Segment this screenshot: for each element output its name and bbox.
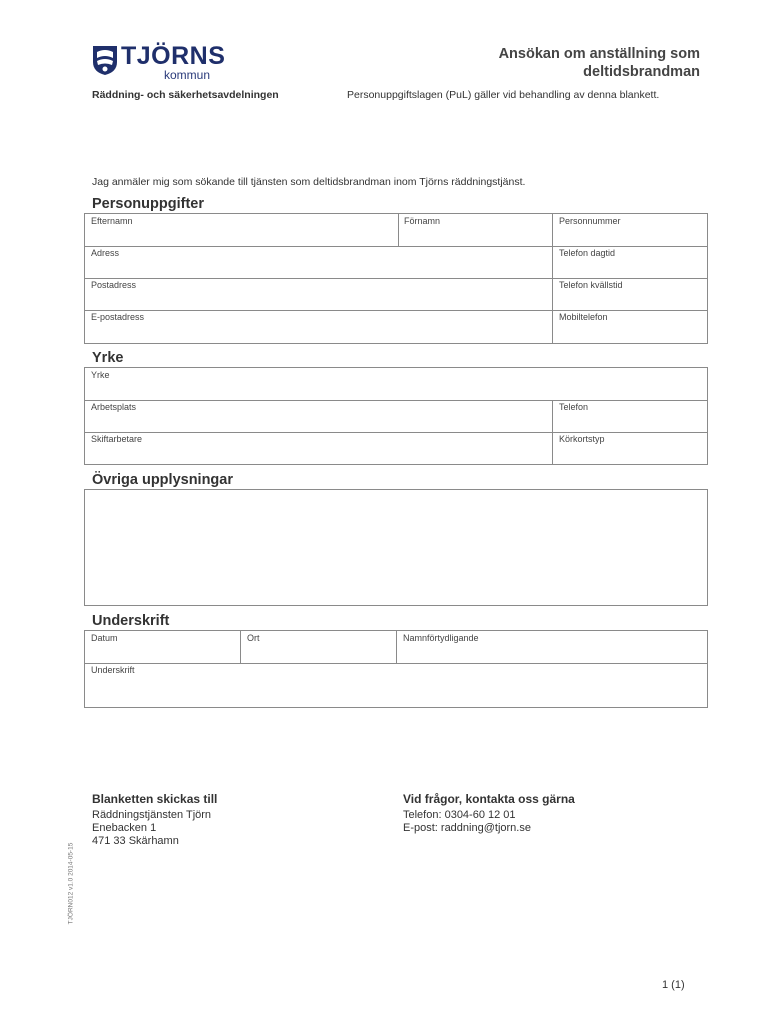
page-number: 1 (1)	[662, 979, 685, 991]
section-heading-yrke: Yrke	[92, 350, 124, 366]
row-divider	[85, 246, 707, 247]
underskrift-field[interactable]: Underskrift	[91, 665, 135, 675]
personal-info-table	[84, 213, 708, 344]
telefon-kvallstid-field[interactable]: Telefon kvällstid	[559, 280, 623, 290]
contact-heading: Vid frågor, kontakta oss gärna	[403, 792, 575, 806]
department-name: Räddning- och säkerhetsavdelningen	[92, 89, 279, 101]
row-divider	[85, 663, 707, 664]
postadress-field[interactable]: Postadress	[91, 280, 137, 290]
arbetsplats-field[interactable]: Arbetsplats	[91, 402, 137, 412]
contact-email: E-post: raddning@tjorn.se	[403, 822, 531, 834]
epost-field[interactable]: E-postadress	[91, 312, 145, 322]
intro-text: Jag anmäler mig som sökande till tjänsten som deltidsbrandman inom Tjörns räddningstjänst.	[92, 176, 526, 188]
telefon-dagtid-field[interactable]: Telefon dagtid	[559, 248, 616, 258]
send-to-block	[92, 792, 217, 848]
contact-block	[403, 792, 575, 835]
send-to-line: Räddningstjänsten Tjörn	[92, 809, 212, 821]
form-title	[400, 45, 700, 81]
section-heading-personal: Personuppgifter	[92, 196, 204, 212]
personnummer-field[interactable]: Personnummer	[559, 216, 621, 226]
pul-notice: Personuppgiftslagen (PuL) gäller vid behandling av denna blankett.	[347, 89, 660, 101]
section-heading-underskrift: Underskrift	[92, 613, 170, 629]
send-to-heading: Blanketten skickas till	[92, 792, 218, 806]
row-divider	[85, 400, 707, 401]
coat-of-arms-icon	[92, 44, 118, 76]
document-code: TJÖRN012 v1.0 2014-05-15	[67, 842, 75, 925]
col-divider	[240, 631, 241, 663]
tjorn-logo	[92, 42, 226, 86]
contact-phone: Telefon: 0304-60 12 01	[403, 809, 516, 821]
col-divider	[398, 214, 399, 246]
datum-field[interactable]: Datum	[91, 633, 118, 643]
row-divider	[85, 310, 707, 311]
logo-subtitle: kommun	[164, 68, 211, 82]
row-divider	[85, 432, 707, 433]
skiftarbetare-field[interactable]: Skiftarbetare	[91, 434, 143, 444]
telefon-field[interactable]: Telefon	[559, 402, 589, 412]
section-heading-ovriga: Övriga upplysningar	[92, 472, 233, 488]
korkortstyp-field[interactable]: Körkortstyp	[559, 434, 605, 444]
adress-field[interactable]: Adress	[91, 248, 120, 258]
col-divider	[396, 631, 397, 663]
yrke-table	[84, 367, 708, 465]
send-to-line: Enebacken 1	[92, 822, 157, 834]
row-divider	[85, 278, 707, 279]
yrke-field[interactable]: Yrke	[91, 370, 110, 380]
col-divider	[552, 214, 553, 344]
form-title-line1: Ansökan om anställning som	[498, 46, 700, 62]
mobiltelefon-field[interactable]: Mobiltelefon	[559, 312, 608, 322]
ort-field[interactable]: Ort	[247, 633, 260, 643]
efternamn-field[interactable]: Efternamn	[91, 216, 133, 226]
send-to-line: 471 33 Skärhamn	[92, 835, 179, 847]
form-title-line2: deltidsbrandman	[583, 64, 700, 80]
col-divider	[552, 400, 553, 465]
namnfortydligande-field[interactable]: Namnförtydligande	[403, 633, 479, 643]
fornamn-field[interactable]: Förnamn	[404, 216, 441, 226]
underskrift-table	[84, 630, 708, 708]
ovriga-upplysningar-field[interactable]	[84, 489, 708, 606]
logo-name: TJÖRNS	[121, 42, 226, 70]
